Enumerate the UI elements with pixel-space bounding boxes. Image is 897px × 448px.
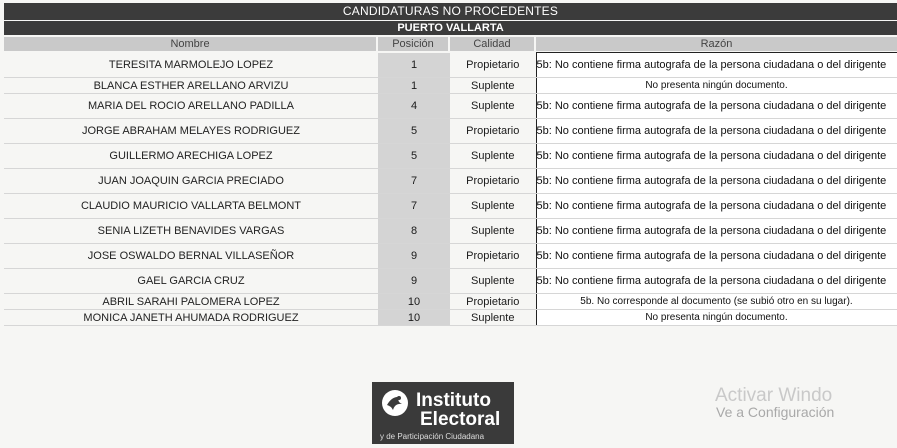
table-row: [4, 310, 897, 326]
candidate-name: SENIA LIZETH BENAVIDES VARGAS: [4, 219, 378, 244]
table-row: [4, 269, 897, 294]
candidate-name: TERESITA MARMOLEJO LOPEZ: [4, 53, 378, 78]
candidate-position: 5: [378, 119, 450, 144]
candidate-name: CLAUDIO MAURICIO VALLARTA BELMONT: [4, 194, 378, 219]
candidate-quality: Propietario: [450, 119, 536, 144]
candidate-position: 8: [378, 219, 450, 244]
table-row: [4, 219, 897, 244]
candidate-quality: Propietario: [450, 294, 536, 310]
page-title: CANDIDATURAS NO PROCEDENTES: [4, 3, 897, 20]
logo-text-line3: y de Participación Ciudadana: [380, 432, 485, 441]
column-header-posicion: Posición: [378, 37, 448, 51]
activation-watermark-title: Activar Windo: [715, 385, 833, 406]
candidate-quality: Suplente: [450, 219, 536, 244]
rejection-reason: 5b: No contiene firma autografa de la persona ciudadana o del dirigente: [536, 194, 897, 219]
candidate-quality: Propietario: [450, 244, 536, 269]
candidate-position: 10: [378, 310, 450, 326]
table-row: [4, 169, 897, 194]
candidate-quality: Suplente: [450, 310, 536, 326]
rejection-reason: 5b. No corresponde al documento (se subió otro en su lugar).: [536, 294, 897, 310]
candidate-position: 5: [378, 144, 450, 169]
candidate-position: 9: [378, 269, 450, 294]
table-row: [4, 94, 897, 119]
candidate-position: 1: [378, 53, 450, 78]
column-header-nombre: Nombre: [4, 37, 376, 51]
candidate-quality: Suplente: [450, 194, 536, 219]
candidate-position: 4: [378, 94, 450, 119]
municipality-heading: PUERTO VALLARTA: [4, 21, 897, 35]
candidate-position: 9: [378, 244, 450, 269]
rejection-reason: 5b: No contiene firma autografa de la persona ciudadana o del dirigente: [536, 269, 897, 294]
candidate-position: 1: [378, 78, 450, 94]
candidate-name: BLANCA ESTHER ARELLANO ARVIZU: [4, 78, 378, 94]
activation-watermark-subtitle: Ve a Configuración: [716, 404, 835, 420]
rejection-reason: No presenta ningún documento.: [536, 310, 897, 326]
candidate-quality: Propietario: [450, 53, 536, 78]
column-header-razon: Razón: [536, 37, 897, 51]
candidate-position: 10: [378, 294, 450, 310]
logo-text-line1: Instituto: [416, 390, 491, 411]
candidate-quality: Suplente: [450, 269, 536, 294]
rejection-reason: 5b: No contiene firma autografa de la persona ciudadana o del dirigente: [536, 144, 897, 169]
table-row: [4, 53, 897, 78]
candidate-name: GAEL GARCIA CRUZ: [4, 269, 378, 294]
rejection-reason: 5b: No contiene firma autografa de la persona ciudadana o del dirigente: [536, 219, 897, 244]
candidate-name: JUAN JOAQUIN GARCIA PRECIADO: [4, 169, 378, 194]
candidate-position: 7: [378, 194, 450, 219]
table-row: [4, 78, 897, 94]
rejection-reason: 5b: No contiene firma autografa de la persona ciudadana o del dirigente: [536, 53, 897, 78]
candidate-name: MARIA DEL ROCIO ARELLANO PADILLA: [4, 94, 378, 119]
rejection-reason: 5b: No contiene firma autografa de la persona ciudadana o del dirigente: [536, 169, 897, 194]
candidate-name: GUILLERMO ARECHIGA LOPEZ: [4, 144, 378, 169]
candidate-quality: Suplente: [450, 144, 536, 169]
candidate-quality: Suplente: [450, 94, 536, 119]
rejection-reason: 5b: No contiene firma autografa de la persona ciudadana o del dirigente: [536, 119, 897, 144]
logo-text-line2: Electoral: [420, 409, 501, 430]
rejection-reason: 5b: No contiene firma autografa de la persona ciudadana o del dirigente: [536, 244, 897, 269]
candidate-name: JORGE ABRAHAM MELAYES RODRIGUEZ: [4, 119, 378, 144]
rejection-reason: No presenta ningún documento.: [536, 78, 897, 94]
candidate-position: 7: [378, 169, 450, 194]
candidate-name: MONICA JANETH AHUMADA RODRIGUEZ: [4, 310, 378, 326]
candidate-name: ABRIL SARAHI PALOMERA LOPEZ: [4, 294, 378, 310]
candidate-quality: Suplente: [450, 78, 536, 94]
column-header-calidad: Calidad: [450, 37, 534, 51]
candidate-quality: Propietario: [450, 169, 536, 194]
table-row: [4, 194, 897, 219]
candidate-name: JOSE OSWALDO BERNAL VILLASEÑOR: [4, 244, 378, 269]
candidates-table: [4, 52, 897, 326]
table-row: [4, 244, 897, 269]
institute-emblem-icon: [380, 388, 410, 418]
rejection-reason: 5b: No contiene firma autografa de la persona ciudadana o del dirigente: [536, 94, 897, 119]
table-row: [4, 294, 897, 310]
table-row: [4, 144, 897, 169]
institute-logo: [372, 382, 514, 444]
table-row: [4, 119, 897, 144]
